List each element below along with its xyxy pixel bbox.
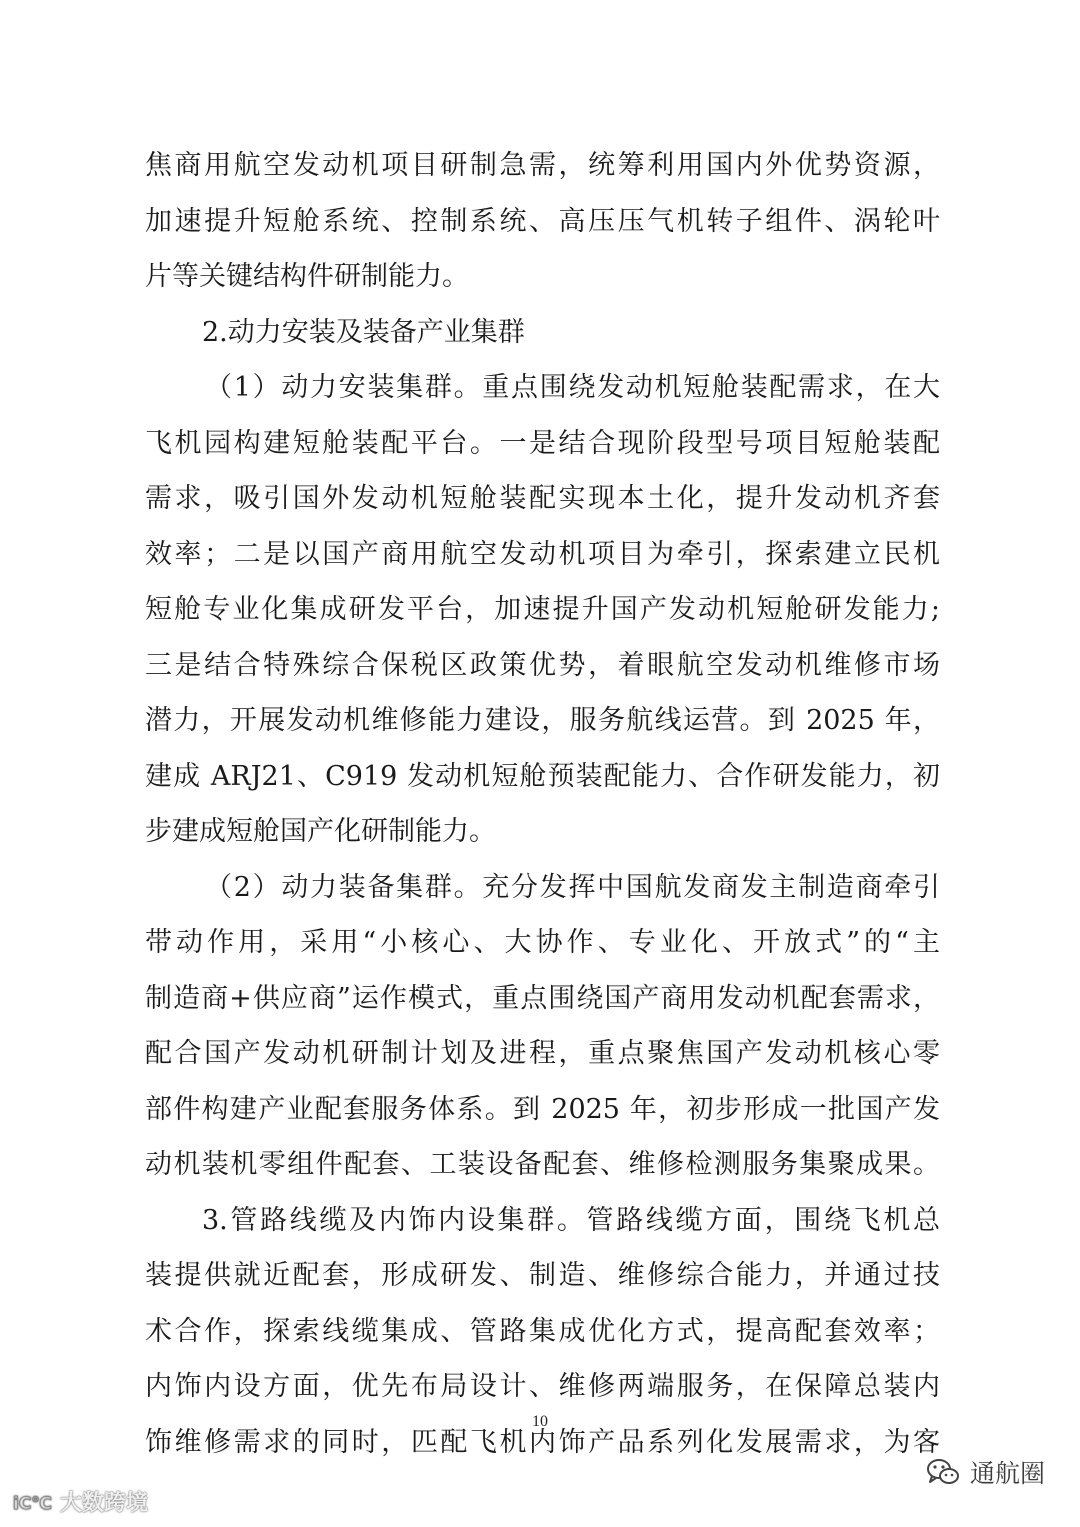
text-line-content: 需求，吸引国外发动机短舱装配实现本土化，提升发动机齐套 [145,483,940,514]
text-line-content: 术合作，探索线缆集成、管路集成优化方式，提高配套效率； [145,1315,940,1347]
text-line [145,138,940,194]
text-line [145,471,940,527]
text-line-content: 内饰内设方面，优先布局设计、维修两端服务，在保障总装内 [145,1371,940,1402]
text-line [145,582,940,638]
text-line-content: 2.动力安装及装备产业集群 [202,316,525,348]
wechat-icon [926,1457,960,1487]
text-line [145,915,940,971]
watermark-dashu [12,1486,148,1517]
watermark-dashu-text: 大数跨境 [60,1491,149,1516]
text-line [145,971,940,1027]
text-line-content: 带动作用，采用“小核心、大协作、专业化、开放式”的“主 [145,927,940,958]
text-line-content: （2）动力装备集群。充分发挥中国航发商发主制造商牵引 [205,871,940,903]
text-line-content: 制造商+供应商”运作模式，重点围绕国产商用发动机配套需求， [145,982,940,1014]
text-line-content: 3.管路线缆及内饰内设集群。管路线缆方面，围绕飞机总 [202,1204,940,1236]
text-line [145,360,940,416]
text-line [145,305,940,361]
text-line [145,249,940,305]
text-line-content: （1）动力安装集群。重点围绕发动机短舱装配需求，在大 [205,372,940,403]
text-line [145,1248,940,1304]
page-number: 10 [532,1413,548,1430]
text-line-content: 加速提升短舱系统、控制系统、高压压气机转子组件、涡轮叶 [145,205,940,237]
text-line [145,860,940,916]
text-line [145,638,940,694]
text-line-content: 装提供就近配套，形成研发、制造、维修综合能力，并通过技 [145,1260,940,1291]
text-line-content: 配合国产发动机研制计划及进程，重点聚焦国产发动机核心零 [145,1038,940,1069]
text-line [145,1137,940,1193]
text-line [145,1359,940,1415]
text-line-content: 焦商用航空发动机项目研制急需，统筹利用国内外优势资源， [145,150,940,181]
dashu-logo-icon [12,1489,56,1515]
text-line-content: 步建成短舱国产化研制能力。 [145,816,496,847]
text-line-content: 潜力，开展发动机维修能力建设，服务航线运营。到 2025 年， [145,705,940,736]
text-line [145,527,940,583]
text-line [145,1304,940,1360]
text-line [145,804,940,860]
dashu-logo-text: iC℃ [13,1493,52,1514]
text-line-content: 建成 ARJ21、C919 发动机短舱预装配能力、合作研发能力，初 [145,760,940,792]
text-line [145,1082,940,1138]
text-line-content: 三是结合特殊综合保税区政策优势，着眼航空发动机维修市场 [145,649,940,681]
text-line [145,693,940,749]
text-line-content: 效率；二是以国产商用航空发动机项目为牵引，探索建立民机 [145,538,940,570]
text-line [145,416,940,472]
text-line-content: 飞机园构建短舱装配平台。一是结合现阶段型号项目短舱装配 [145,427,940,459]
watermark-tonghangquan [926,1454,1045,1490]
text-line-content: 饰维修需求的同时，匹配飞机内饰产品系列化发展需求，为客 [145,1426,940,1458]
text-line-content: 部件构建产业配套服务体系。到 2025 年，初步形成一批国产发 [145,1093,940,1125]
text-line [145,1026,940,1082]
watermark-tonghangquan-text: 通航圈 [970,1459,1046,1488]
text-line [145,194,940,250]
text-line-content: 动机装机零组件配套、工装设备配套、维修检测服务集聚成果。 [145,1149,940,1180]
text-line [145,749,940,805]
text-line-content: 短舱专业化集成研发平台，加速提升国产发动机短舱研发能力; [145,594,940,625]
text-line [145,1193,940,1249]
body-text [145,138,940,1470]
text-line-content: 片等关键结构件研制能力。 [145,261,469,292]
